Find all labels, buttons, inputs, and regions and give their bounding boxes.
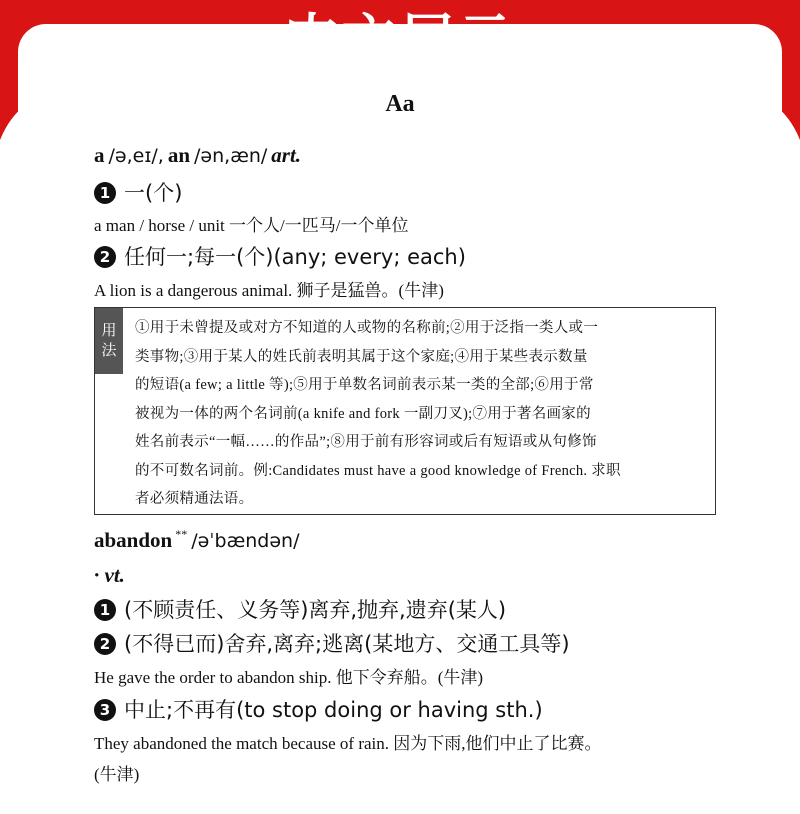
headword: a: [94, 143, 105, 167]
usage-note-box: [94, 307, 716, 515]
usage-tag: [95, 308, 123, 374]
sense-2: [94, 628, 570, 658]
sense-1: [94, 177, 182, 207]
example-2: A lion is a dangerous animal. 狮子是猛兽。(牛津): [94, 281, 444, 300]
headword: abandon: [94, 528, 173, 552]
phonetic: /əˈbændən/: [191, 530, 300, 552]
sense-number-2: 2: [94, 633, 116, 655]
sense-1: [94, 594, 506, 624]
usage-line: 姓名前表示“一幅……的作品”;⑧用于前有形容词或后有短语或从句修饰: [135, 434, 597, 450]
usage-text: [135, 314, 707, 514]
entry-a-headline: [94, 143, 301, 168]
sense-3: [94, 694, 543, 724]
phonetic: /ə,eɪ/,: [108, 145, 164, 167]
sense-text: (不顾责任、义务等)离弃,抛弃,遗弃(某人): [124, 598, 507, 622]
sense-2: [94, 241, 466, 271]
usage-line: ①用于未曾提及或对方不知道的人或物的名称前;②用于泛指一类人或一: [135, 320, 599, 336]
sense-text: (不得已而)舍弃,离弃;逃离(某地方、交通工具等): [124, 632, 570, 656]
example-3: They abandoned the match because of rain. 因为下雨,他们中止了比赛。: [94, 734, 602, 753]
entry-abandon-headline: [94, 527, 300, 553]
part-of-speech: · vt.: [94, 563, 125, 587]
usage-line: 类事物;③用于某人的姓氏前表明其属于这个家庭;④用于某些表示数量: [135, 348, 588, 365]
phonetic-alt: /ən,æn/: [194, 145, 268, 167]
frequency-stars: **: [175, 527, 188, 541]
usage-tag-char-2: 法: [101, 341, 117, 359]
usage-line: 者必须精通法语。: [135, 491, 254, 507]
usage-line: 被视为一体的两个名词前(a knife and fork 一副刀叉);⑦用于著名画家的: [135, 405, 591, 422]
sense-number-1: 1: [94, 182, 116, 204]
sense-number-2: 2: [94, 246, 116, 268]
sense-text: 任何一;每一(个)(any; every; each): [124, 245, 466, 269]
sense-text: 一(个): [124, 181, 183, 205]
part-of-speech: art.: [271, 143, 302, 167]
usage-line: 的不可数名词前。例:Candidates must have a good knowledge of French. 求职: [135, 462, 621, 479]
sense-number-1: 1: [94, 599, 116, 621]
headword-alt: an: [167, 143, 191, 167]
sense-number-3: 3: [94, 699, 116, 721]
example-1: a man / horse / unit 一个人/一匹马/一个单位: [94, 216, 409, 235]
usage-tag-char-1: 用: [101, 321, 117, 339]
banner-title: 内文展示: [284, 8, 516, 71]
example-2: He gave the order to abandon ship. 他下令弃船。(牛津): [94, 668, 484, 687]
letter-heading: Aa: [385, 91, 415, 117]
usage-line: 的短语(a few; a little 等);⑤用于单数名词前表示某一类的全部;⑥用于常: [135, 377, 594, 393]
sense-text: 中止;不再有(to stop doing or having sth.): [124, 698, 543, 722]
example-3-cont: (牛津): [94, 765, 140, 784]
